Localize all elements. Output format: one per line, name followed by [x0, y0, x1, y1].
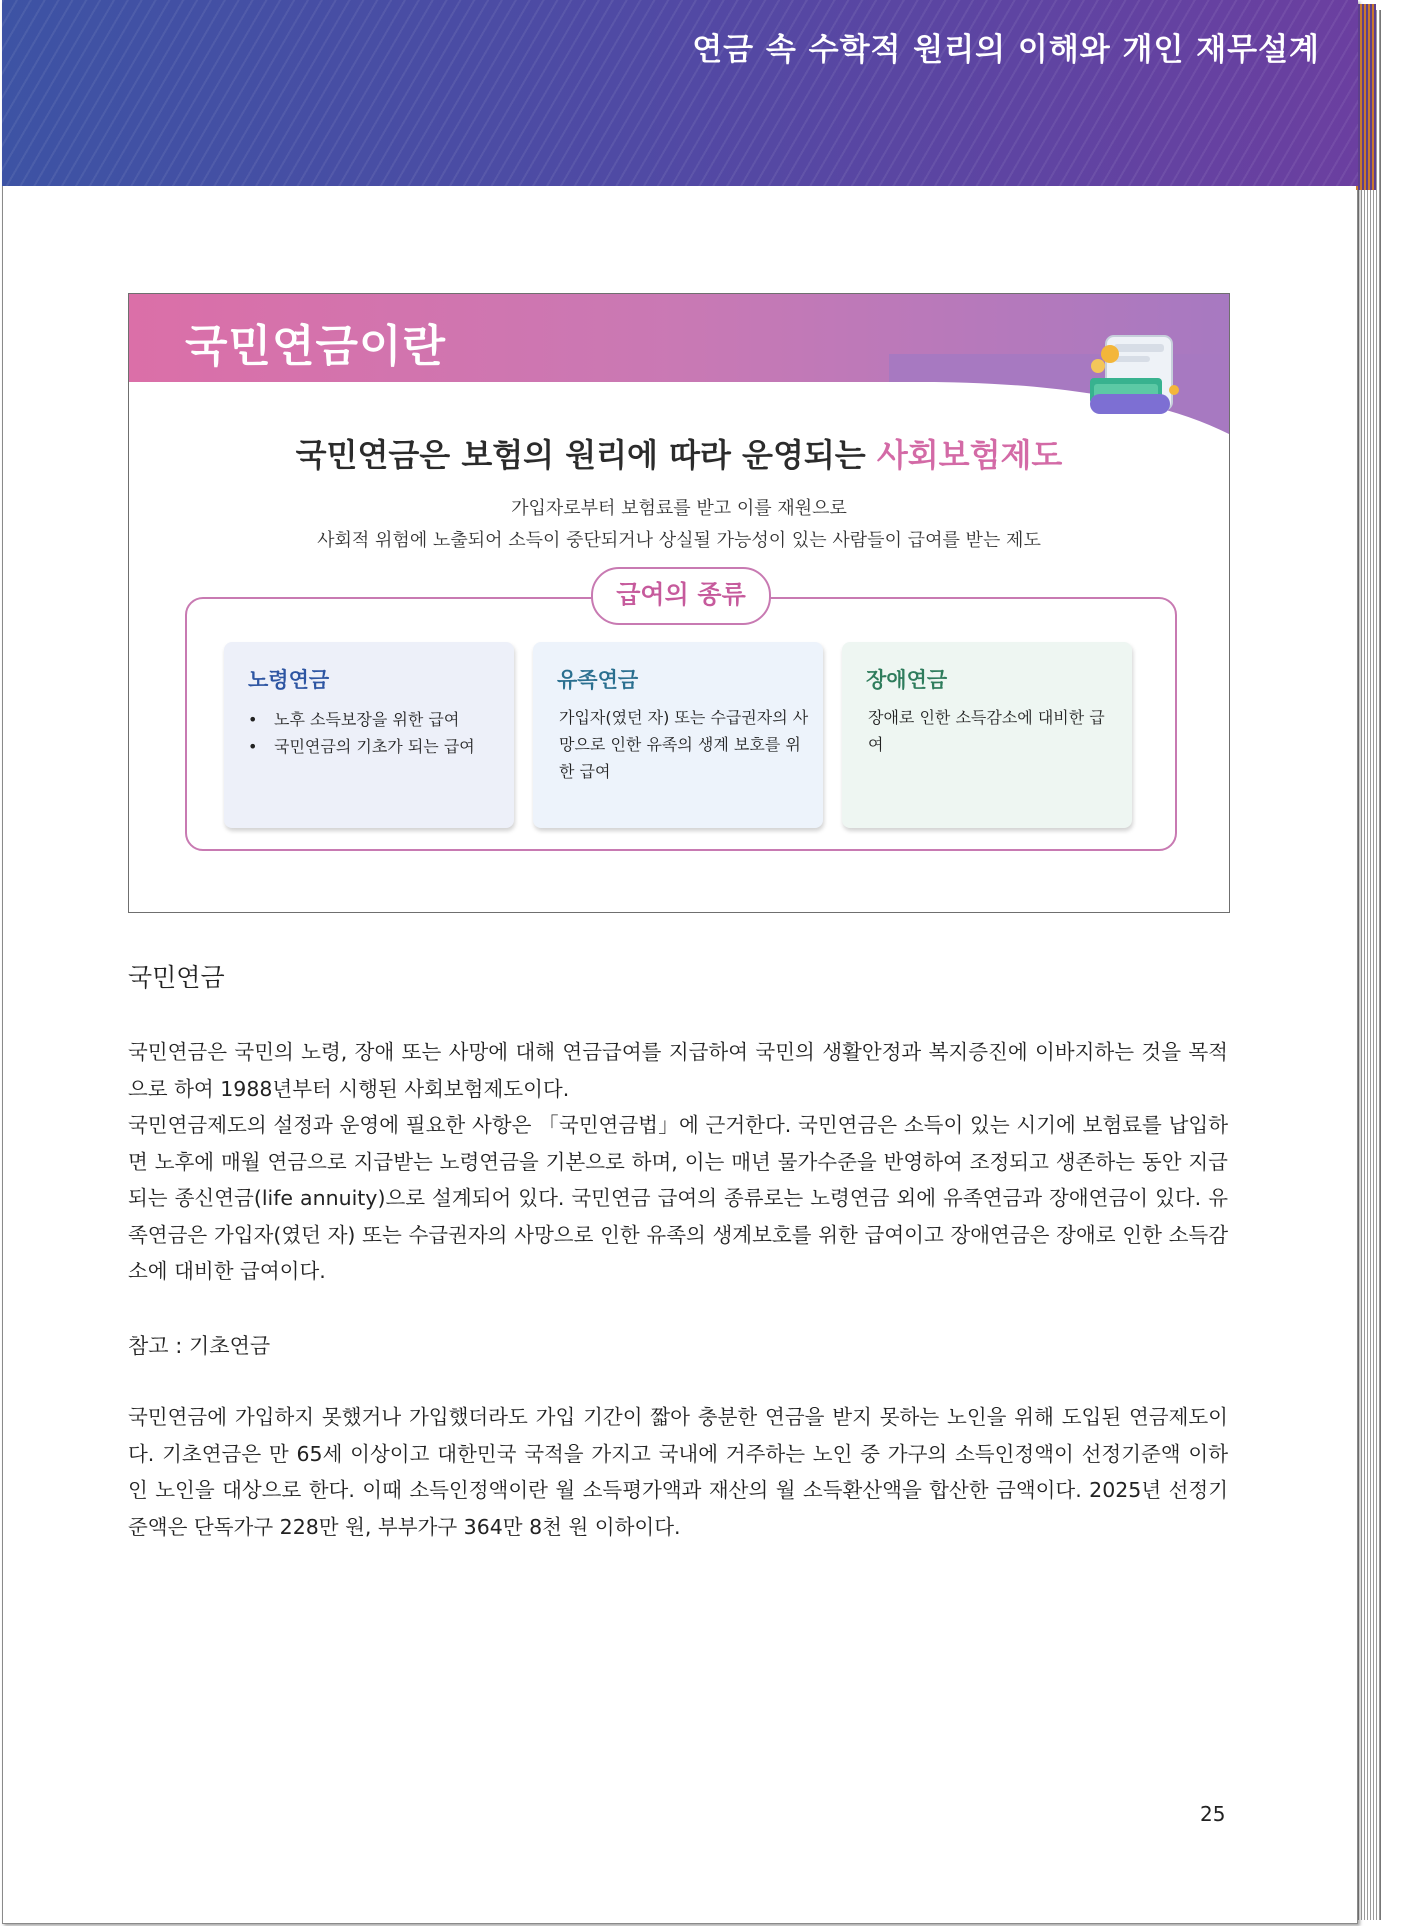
- book-edge-header-stripe: [1356, 4, 1376, 190]
- infographic-card: [128, 293, 1230, 913]
- page-header-band: [2, 0, 1358, 186]
- page-number: 25: [1200, 1802, 1226, 1826]
- list-item: • 노후 소득보장을 위한 급여: [248, 706, 475, 733]
- benefit-description: 가입자(였던 자) 또는 수급권자의 사망으로 인한 유족의 생계 보호를 위한 급여: [559, 708, 809, 781]
- description-line-1: 가입자로부터 보험료를 받고 이를 재원으로: [511, 498, 847, 519]
- infographic-title: 국민연금이란: [185, 321, 447, 372]
- benefit-name: 장애연금: [866, 668, 948, 692]
- benefit-name: 노령연금: [248, 668, 330, 692]
- paragraph-details: 국민연금제도의 설정과 운영에 필요한 사항은 「국민연금법」에 근거한다. 국민연금은 소득이 있는 시기에 보험료를 납입하면 노후에 매월 연금으로 지급받는 노령연금을 기본으로 하며, 이는 매년 물가수준을 반영하여 조정되고 생존하는 동안 지급되는 종신연금(life annuity)으로 설계되어 있다. 국민연금 급여의 종류로는 노령연금 외에 유족연금과 장애연금이 있다. 유족연금은 가입자(였던 자) 또는 수급권자의 사망으로 인한 유족의 생계보호를 위한 급여이고 장애연금은 장애로 인한 소득감소에 대비한 급여이다.: [128, 1113, 1228, 1283]
- benefit-name: 유족연금: [557, 668, 639, 692]
- headline-accent-text: 사회보험제도: [876, 436, 1063, 474]
- section-title-national-pension: 국민연금: [128, 963, 225, 992]
- section-title-basic-pension: 참고 : 기초연금: [128, 1334, 271, 1358]
- infographic-headline: [129, 430, 1229, 476]
- headline-main-text: 국민연금은 보험의 원리에 따라 운영되는: [295, 436, 877, 474]
- book-page-edge: [1356, 10, 1381, 1920]
- benefit-card-survivor: [533, 642, 823, 828]
- list-item: • 국민연금의 기초가 되는 급여: [248, 733, 475, 760]
- money-wallet-icon: [1084, 332, 1194, 422]
- benefit-card-old-age: [224, 642, 514, 828]
- benefit-description: 장애로 인한 소득감소에 대비한 급여: [868, 708, 1105, 754]
- paragraph-purpose: 국민연금은 국민의 노령, 장애 또는 사망에 대해 연금급여를 지급하여 국민의 생활안정과 복지증진에 이바지하는 것을 목적으로 하여 1988년부터 시행된 사회보험제도이다.: [128, 1040, 1228, 1101]
- benefit-bullet-list: [248, 706, 475, 760]
- benefit-card-disability: [842, 642, 1132, 828]
- book-title: 연금 속 수학적 원리의 이해와 개인 재무설계: [692, 32, 1320, 68]
- benefit-types-label: 급여의 종류: [591, 567, 771, 625]
- paragraph-basic-pension: 국민연금에 가입하지 못했거나 가입했더라도 가입 기간이 짧아 충분한 연금을 받지 못하는 노인을 위해 도입된 연금제도이다. 기초연금은 만 65세 이상이고 대한민국 국적을 가지고 국내에 거주하는 노인 중 가구의 소득인정액이 선정기준액 이하인 노인을 대상으로 한다. 이때 소득인정액이란 월 소득평가액과 재산의 월 소득환산액을 합산한 금액이다. 2025년 선정기준액은 단독가구 228만 원, 부부가구 364만 8천 원 이하이다.: [128, 1405, 1228, 1539]
- description-line-2: 사회적 위험에 노출되어 소득이 중단되거나 상실될 가능성이 있는 사람들이 급여를 받는 제도: [317, 530, 1041, 551]
